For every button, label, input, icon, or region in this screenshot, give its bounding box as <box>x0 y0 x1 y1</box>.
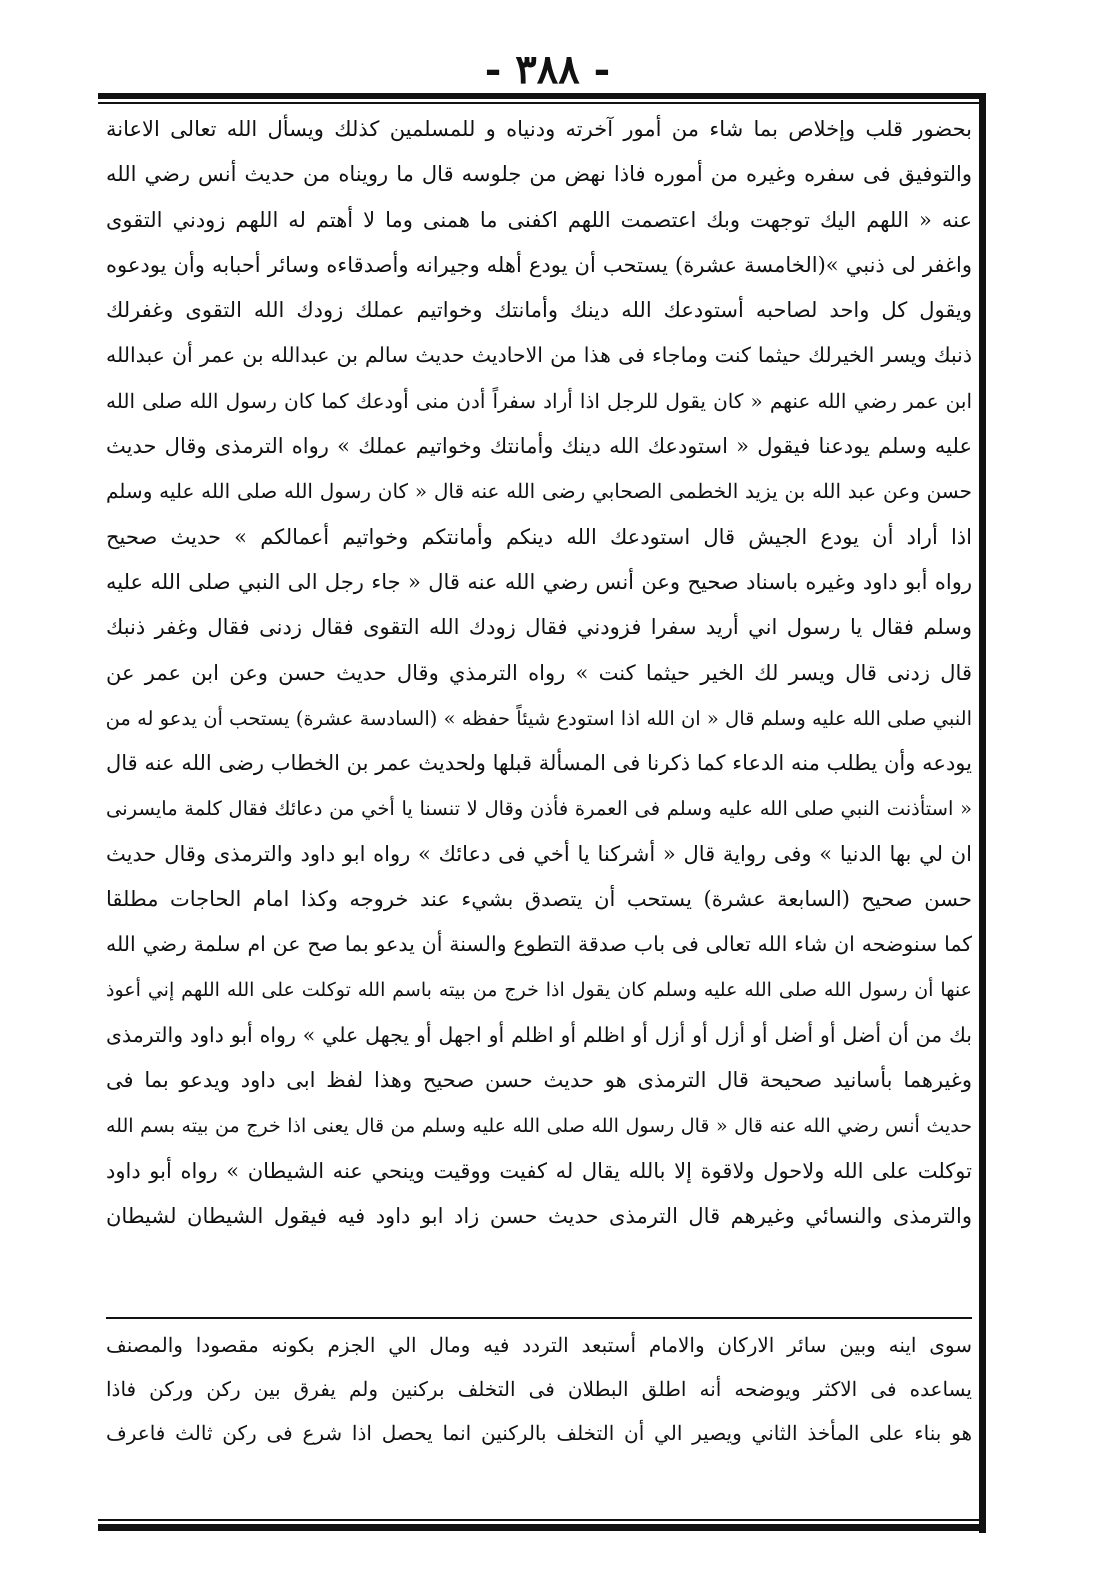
text-line: وسلم فقال يا رسول اني أريد سفرا فزودني فقال زودك الله التقوى فقال زدنى فقال وغفر ذنبك <box>106 615 972 640</box>
footnote-line: يساعده فى الاكثر ويوضحه أنه اطلق البطلان فى التخلف بركنين ولم يفرق بين ركن وركن فاذا <box>106 1377 972 1401</box>
text-line: عنه « اللهم اليك توجهت وبك اعتصمت اللهم اكفنى ما همنى وما لا أهتم له اللهم زودني التقوى <box>106 207 972 232</box>
footnote-line: سوى اينه وبين سائر الاركان والامام أستبعد التردد فيه ومال الي الجزم بكونه مقصودا والمصنف <box>106 1333 972 1357</box>
text-line: رواه أبو داود وغيره باسناد صحيح وعن أنس رضي الله عنه قال « جاء رجل الى النبي صلى الله عليه <box>106 569 972 594</box>
text-line: ذنبك ويسر الخيرلك حيثما كنت وماجاء فى هذا من الاحاديث حديث سالم بن عبدالله بن عمر أن عبدالله <box>106 343 972 368</box>
text-line: والترمذى والنسائي وغيرهم قال الترمذى حديث حسن زاد ابو داود فيه فيقول الشيطان لشيطان <box>106 1204 972 1229</box>
text-line: والتوفيق فى سفره وغيره من أموره فاذا نهض من جلوسه قال ما رويناه من حديث أنس رضي الله <box>106 162 972 187</box>
main-text-body <box>106 107 972 1239</box>
right-border-line <box>979 93 986 1533</box>
footnote-line: هو بناء على المأخذ الثاني ويصير الي أن التخلف بالركنين انما يحصل اذا شرع فى ركن ثالث فاعرف <box>106 1421 972 1445</box>
top-rule-thick <box>98 93 986 99</box>
text-line: قال زدنى قال ويسر لك الخير حيثما كنت » رواه الترمذي وقال حديث حسن وعن ابن عمر عن <box>106 660 972 685</box>
text-line: كما سنوضحه ان شاء الله تعالى فى باب صدقة التطوع والسنة أن يدعو بما صح عن ام سلمة رضي الله <box>106 932 972 957</box>
top-rule-thin <box>98 102 986 104</box>
text-line: ان لي بها الدنيا » وفى رواية قال « أشركنا يا أخي فى دعائك » رواه ابو داود والترمذى وقال حديث <box>106 841 972 866</box>
text-line: النبي صلى الله عليه وسلم قال « ان الله اذا استودع شيئاً حفظه » (السادسة عشرة) يستحب أن يدعو له من <box>106 706 972 730</box>
text-line: حسن صحيح (السابعة عشرة) يستحب أن يتصدق بشيء عند خروجه وكذا امام الحاجات مطلقا <box>106 887 972 912</box>
text-line: ويقول كل واحد لصاحبه أستودعك الله دينك وأمانتك وخواتيم عملك زودك الله التقوى وغفرلك <box>106 298 972 323</box>
text-line: ابن عمر رضي الله عنهم « كان يقول للرجل اذا أراد سفراً أدن منى أودعك كما كان رسول الله صلى الله <box>106 388 972 413</box>
text-line: حسن وعن عبد الله بن يزيد الخطمى الصحابي رضى الله عنه قال « كان رسول الله صلى الله عليه وسلم <box>106 479 972 504</box>
footnote-separator <box>106 1317 972 1319</box>
bottom-rule-thick <box>98 1524 986 1531</box>
text-line: توكلت على الله ولاحول ولاقوة إلا بالله يقال له كفيت ووقيت وينحي عنه الشيطان » رواه أبو داود <box>106 1158 972 1183</box>
page-number: - ٣٨٨ - <box>484 46 611 93</box>
text-line: بحضور قلب وإخلاص بما شاء من أمور آخرته ودنياه و للمسلمين كذلك ويسأل الله تعالى الاعانة <box>106 117 972 141</box>
text-line: عليه وسلم يودعنا فيقول « استودعك الله دينك وأمانتك وخواتيم عملك » رواه الترمذى وقال حديث <box>106 434 972 459</box>
footnote-body <box>106 1323 972 1455</box>
text-line: بك من أن أضل أو أضل أو أزل أو أزل أو اظلم أو اظلم أو اجهل أو يجهل علي » رواه أبو داود والترمذى <box>106 1022 972 1047</box>
text-line: واغفر لى ذنبي »(الخامسة عشرة) يستحب أن يودع أهله وجيرانه وأصدقاءه وسائر أحبابه وأن يودعوه <box>106 252 972 277</box>
text-line: حديث أنس رضي الله عنه قال « قال رسول الله صلى الله عليه وسلم من قال يعنى اذا خرج من بيته بسم الله <box>106 1114 972 1137</box>
text-line: وغيرهما بأسانيد صحيحة قال الترمذى هو حديث حسن صحيح وهذا لفظ ابى داود ويدعو بما فى <box>106 1068 972 1093</box>
text-line: « استأذنت النبي صلى الله عليه وسلم فى العمرة فأذن وقال لا تنسنا يا أخي من دعائك فقال كلمة مايسرنى <box>106 797 972 821</box>
text-line: عنها أن رسول الله صلى الله عليه وسلم كان يقول اذا خرج من بيته باسم الله توكلت على الله اللهم إني أعوذ <box>106 978 972 1001</box>
bottom-rule-thin <box>98 1519 986 1521</box>
text-line: يودعه وأن يطلب منه الدعاء كما ذكرنا فى المسألة قبلها ولحديث عمر بن الخطاب رضى الله عنه قال <box>106 751 972 776</box>
text-line: اذا أراد أن يودع الجيش قال استودعك الله دينكم وأمانتكم وخواتيم أعمالكم » حديث صحيح <box>106 524 972 549</box>
page-frame <box>98 93 986 1533</box>
